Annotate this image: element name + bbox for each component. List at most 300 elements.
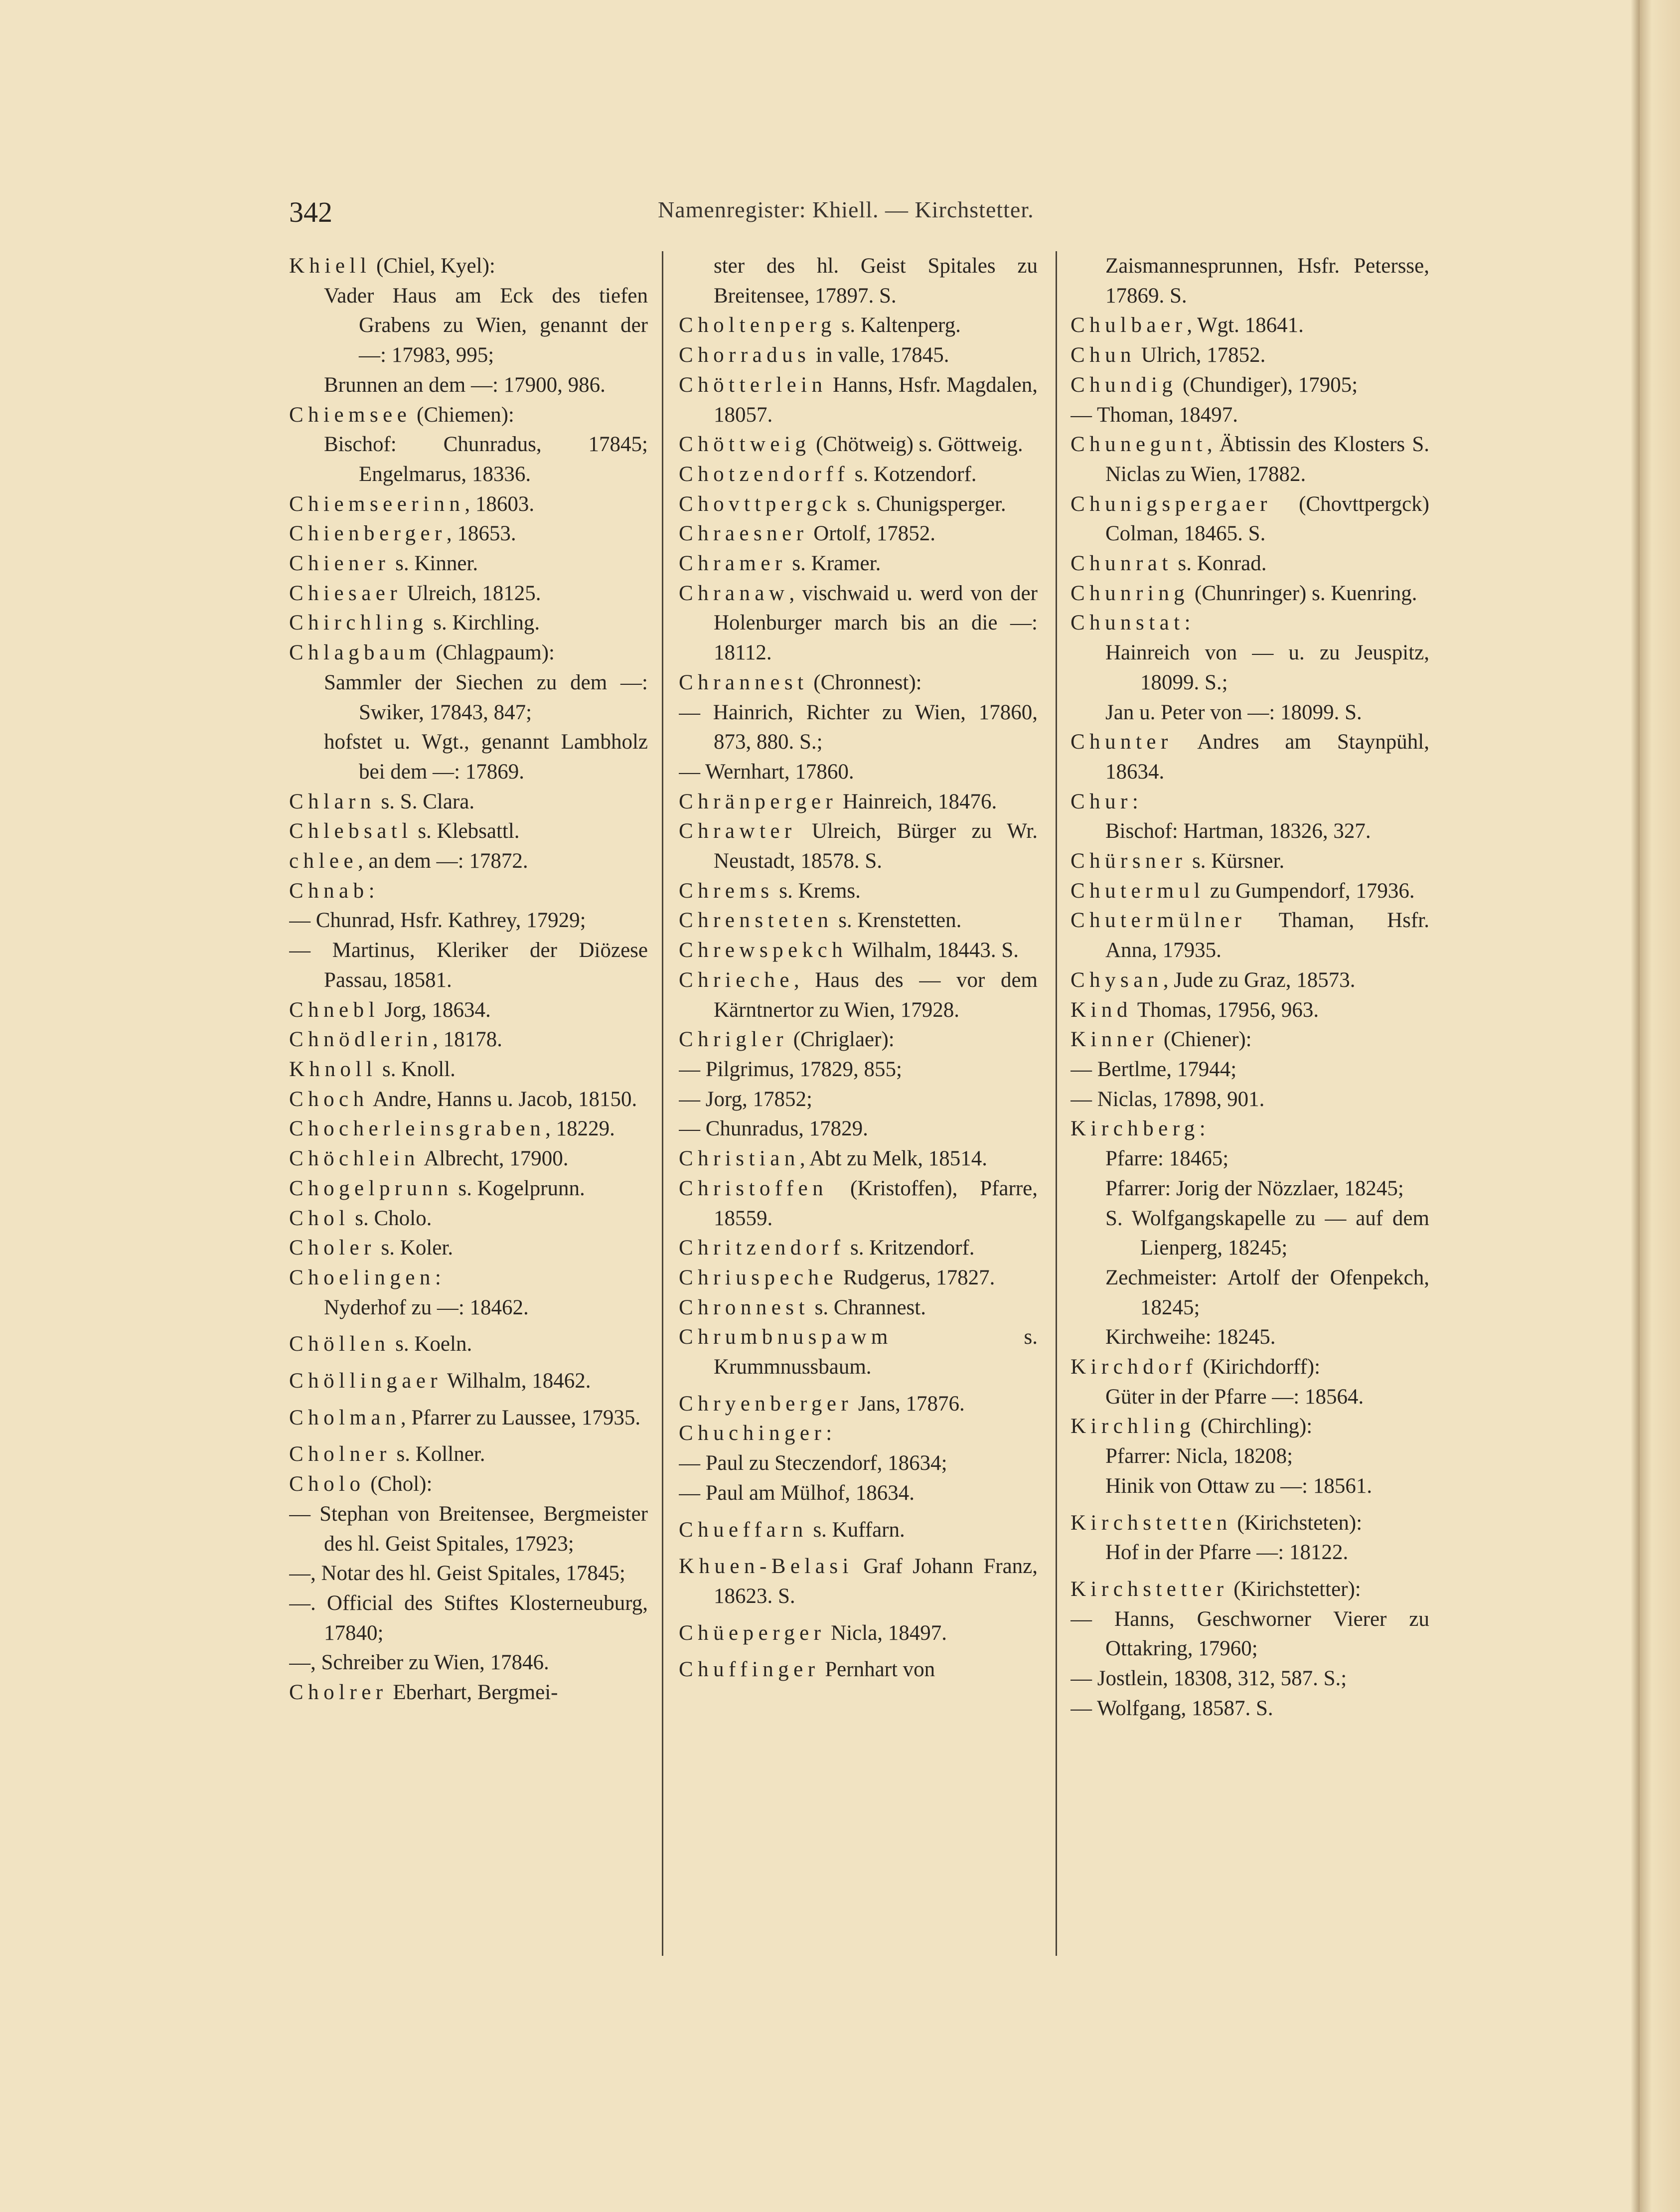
- index-entry: [289, 1204, 648, 1234]
- entry-headword: Chunigspergaer: [1070, 492, 1272, 516]
- entry-headword: Chnödlerin: [289, 1028, 433, 1052]
- entry-text: , 18603.: [464, 492, 535, 516]
- entry-headword: Chocherleinsgraben: [289, 1117, 546, 1141]
- index-subentry: [289, 281, 648, 370]
- entry-text: Hainreich, 18476.: [837, 790, 997, 813]
- index-entry: [1070, 1025, 1429, 1055]
- column-rule: [1056, 251, 1057, 1956]
- entry-headword: Chunegunt: [1070, 433, 1207, 457]
- index-entry: [1070, 787, 1429, 817]
- entry-text: Bischof: Chunradus, 17845; Engelmarus, 18336.: [324, 433, 648, 486]
- entry-headword: Khiell: [289, 254, 371, 278]
- entry-text: Jorg, 18634.: [379, 998, 491, 1022]
- index-subentry: [289, 370, 648, 400]
- entry-text: Nicla, 18497.: [825, 1621, 947, 1645]
- entry-text: — Jostlein, 18308, 312, 587. S.;: [1070, 1667, 1347, 1691]
- entry-text: , Abt zu Melk, 18514.: [799, 1147, 988, 1171]
- index-entry: [679, 816, 1038, 876]
- entry-headword: Choltenperg: [679, 314, 836, 337]
- index-entry: [679, 370, 1038, 430]
- index-subentry: [1070, 1322, 1429, 1352]
- entry-headword: Christoffen: [679, 1176, 828, 1200]
- index-column-2: [679, 251, 1038, 1966]
- entry-text: (Chol):: [365, 1472, 433, 1496]
- entry-text: s. Kogelprunn.: [453, 1176, 585, 1200]
- index-subentry: [1070, 1441, 1429, 1471]
- entry-headword: Chnebl: [289, 998, 379, 1022]
- entry-headword: Chunring: [1070, 581, 1190, 605]
- entry-headword: Chol: [289, 1206, 350, 1230]
- index-entry: [679, 579, 1038, 668]
- index-entry: [679, 489, 1038, 519]
- index-entry-line: [679, 1114, 1038, 1144]
- entry-text: (Chötweig) s. Göttweig.: [810, 433, 1023, 457]
- entry-text: s. Kramer.: [786, 552, 881, 576]
- entry-text: (Kristoffen), Pfarre, 18559.: [714, 1176, 1038, 1230]
- index-entry: [289, 549, 648, 579]
- index-entry: [289, 579, 648, 609]
- index-subentry: [1070, 698, 1429, 728]
- index-entry: [679, 1389, 1038, 1419]
- entry-text: — Paul am Mülhof, 18634.: [679, 1481, 915, 1505]
- entry-headword: Chogelprunn: [289, 1176, 453, 1200]
- index-entry: [289, 1329, 648, 1359]
- index-entry: [289, 638, 648, 668]
- index-entry-line: [1070, 400, 1429, 430]
- entry-headword: Chovttpergck: [679, 492, 852, 516]
- entry-text: Pfarre: 18465;: [1105, 1147, 1229, 1171]
- index-entry: [679, 965, 1038, 1025]
- entry-text: :: [368, 879, 375, 903]
- entry-text: Hinik von Ottaw zu —: 18561.: [1105, 1474, 1373, 1498]
- entry-text: — Chunrad, Hsfr. Kathrey, 17929;: [289, 909, 586, 933]
- entry-text: Zaismannesprunnen, Hsfr. Petersse, 17869. S.: [1105, 254, 1429, 308]
- entry-headword: Chrewspekch: [679, 939, 848, 962]
- entry-text: Ulrich, 17852.: [1136, 343, 1266, 367]
- entry-text: Hainreich von — u. zu Jeuspitz, 18099. S.;: [1105, 641, 1429, 694]
- entry-text: Rudgerus, 17827.: [838, 1265, 995, 1289]
- index-subentry: [289, 668, 648, 727]
- index-entry-line: [679, 698, 1038, 757]
- index-entry: [679, 1144, 1038, 1174]
- entry-text: , Haus des — vor dem Kärntnertor zu Wien, 17928.: [714, 968, 1038, 1022]
- entry-headword: Chrawter: [679, 819, 796, 843]
- index-entry-line: [289, 1588, 648, 1648]
- index-entry: [679, 1293, 1038, 1323]
- column-rule: [662, 251, 663, 1956]
- entry-text: , Wgt. 18641.: [1187, 314, 1304, 337]
- index-entry: [289, 1469, 648, 1499]
- index-subentry: [1070, 1174, 1429, 1204]
- entry-text: Pernhart von: [819, 1658, 935, 1682]
- index-entry-line: [679, 1478, 1038, 1508]
- entry-headword: Chlagbaum: [289, 641, 431, 665]
- entry-headword: Chiesaer: [289, 581, 402, 605]
- entry-headword: Chnab: [289, 879, 369, 903]
- index-entry-line: [679, 1448, 1038, 1478]
- index-entry: [679, 668, 1038, 698]
- entry-text: Jans, 17876.: [853, 1392, 965, 1416]
- index-entry: [289, 1403, 648, 1433]
- entry-headword: Chrumbnuspawm: [679, 1325, 893, 1349]
- index-subentry: [1070, 1263, 1429, 1322]
- entry-text: Hanns, Hsfr. Magdalen, 18057.: [714, 373, 1038, 427]
- index-entry: [679, 1655, 1038, 1685]
- index-entry: [679, 1515, 1038, 1545]
- entry-text: — Stephan von Breitensee, Bergmeister des hl. Geist Spitales, 17923;: [289, 1502, 648, 1556]
- entry-headword: Kirchdorf: [1070, 1355, 1198, 1379]
- entry-text: Jan u. Peter von —: 18099. S.: [1105, 700, 1362, 724]
- page-number: 342: [289, 196, 332, 228]
- entry-headword: Kirchberg: [1070, 1117, 1200, 1141]
- index-subentry: [1070, 1382, 1429, 1412]
- entry-text: , Pfarrer zu Laussee, 17935.: [400, 1406, 641, 1429]
- index-column-3: [1070, 251, 1429, 1966]
- entry-text: — Wernhart, 17860.: [679, 760, 854, 784]
- index-entry: [1070, 608, 1429, 638]
- entry-headword: Choelingen: [289, 1265, 435, 1289]
- entry-text: Ortolf, 17852.: [808, 522, 936, 546]
- entry-headword: chlee: [289, 849, 358, 873]
- entry-text: Nyderhof zu —: 18462.: [324, 1295, 529, 1319]
- entry-headword: Chranaw: [679, 581, 789, 605]
- entry-text: s. S. Clara.: [375, 790, 475, 813]
- entry-text: (Chiel, Kyel):: [371, 254, 495, 278]
- index-entry: [289, 846, 648, 876]
- entry-headword: Chun: [1070, 343, 1136, 367]
- entry-text: :: [1184, 611, 1191, 635]
- entry-text: Graf Johann Franz, 18623. S.: [714, 1555, 1038, 1608]
- entry-text: ster des hl. Geist Spitales zu Breitensee, 17897. S.: [714, 254, 1038, 308]
- index-entry: [679, 906, 1038, 936]
- index-entry: [679, 876, 1038, 906]
- entry-text: (Chiener):: [1158, 1028, 1252, 1052]
- entry-text: zu Gumpendorf, 17936.: [1205, 879, 1415, 903]
- index-entry: [289, 995, 648, 1025]
- entry-text: s. Kotzendorf.: [849, 462, 977, 486]
- entry-text: — Thoman, 18497.: [1070, 403, 1238, 427]
- entry-text: , vischwaid u. werd von der Holenburger march bis an die —: 18112.: [714, 581, 1038, 665]
- index-column-1: [289, 251, 648, 1966]
- index-entry: [289, 1025, 648, 1055]
- index-entry-line: [679, 251, 1038, 311]
- entry-text: Wilhalm, 18443. S.: [847, 939, 1019, 962]
- entry-headword: Cholman: [289, 1406, 401, 1429]
- index-entry: [289, 1055, 648, 1085]
- entry-headword: Chronnest: [679, 1295, 809, 1319]
- index-entry-line: [289, 1648, 648, 1678]
- entry-headword: Chriuspeche: [679, 1265, 838, 1289]
- index-entry: [1070, 370, 1429, 400]
- entry-text: (Kirichsteten):: [1231, 1511, 1363, 1535]
- entry-headword: Chlebsatl: [289, 819, 413, 843]
- index-entry-line: [1070, 1694, 1429, 1724]
- entry-text: , 18653.: [446, 522, 516, 546]
- entry-headword: Cholner: [289, 1442, 391, 1466]
- entry-text: — Paul zu Steczendorf, 18634;: [679, 1451, 947, 1475]
- index-entry: [1070, 876, 1429, 906]
- entry-text: (Chiemen):: [411, 403, 514, 427]
- entry-headword: Chysan: [1070, 968, 1163, 992]
- index-entry: [679, 549, 1038, 579]
- index-entry: [289, 251, 648, 281]
- index-entry: [1070, 965, 1429, 995]
- index-subentry: [1070, 816, 1429, 846]
- index-entry: [289, 1439, 648, 1469]
- index-subentry: [289, 430, 648, 489]
- entry-headword: Chotzendorff: [679, 462, 849, 486]
- entry-text: s. Kollner.: [391, 1442, 485, 1466]
- entry-headword: Chöchlein: [289, 1147, 420, 1171]
- entry-text: :: [826, 1422, 832, 1445]
- index-entry-line: [1070, 1664, 1429, 1694]
- entry-headword: Chunrat: [1070, 552, 1173, 576]
- index-entry: [1070, 311, 1429, 340]
- entry-headword: Chundig: [1070, 373, 1178, 397]
- entry-text: s. Cholo.: [349, 1206, 432, 1230]
- index-entry: [679, 1419, 1038, 1448]
- entry-headword: Chritzendorf: [679, 1236, 845, 1260]
- index-entry-line: [289, 906, 648, 936]
- entry-text: Güter in der Pfarre —: 18564.: [1105, 1385, 1364, 1409]
- index-entry: [289, 608, 648, 638]
- entry-text: s. Kürsner.: [1187, 849, 1285, 873]
- entry-text: Vader Haus am Eck des tiefen Grabens zu Wien, genannt der —: 17983, 995;: [324, 284, 648, 367]
- entry-text: (Chlagpaum):: [430, 641, 555, 665]
- entry-text: — Chunradus, 17829.: [679, 1117, 868, 1141]
- index-entry: [289, 1174, 648, 1204]
- entry-text: s. Knoll.: [377, 1057, 456, 1081]
- index-subentry: [1070, 1144, 1429, 1174]
- entry-headword: Chiemseerinn: [289, 492, 465, 516]
- index-entry: [679, 936, 1038, 965]
- entry-text: Hof in der Pfarre —: 18122.: [1105, 1541, 1349, 1565]
- entry-headword: Cholo: [289, 1472, 365, 1496]
- entry-text: (Kirichstetter):: [1228, 1577, 1361, 1601]
- entry-headword: Chienberger: [289, 522, 447, 546]
- entry-text: (Chunringer) s. Kuenring.: [1189, 581, 1417, 605]
- index-entry: [679, 311, 1038, 340]
- entry-text: Sammler der Siechen zu dem —: Swiker, 17843, 847;: [324, 670, 648, 724]
- entry-headword: Chramer: [679, 552, 787, 576]
- entry-text: — Hainrich, Richter zu Wien, 17860, 873, 880. S.;: [679, 700, 1038, 754]
- entry-headword: Chrannest: [679, 670, 808, 694]
- index-entry: [679, 460, 1038, 489]
- entry-headword: Choch: [289, 1087, 369, 1111]
- entry-headword: Chöttweig: [679, 433, 811, 457]
- entry-text: hofstet u. Wgt., genannt Lambholz bei dem —: 17869.: [324, 730, 648, 784]
- index-entry: [679, 1552, 1038, 1611]
- index-entry-line: [679, 1055, 1038, 1085]
- entry-headword: Chrensteten: [679, 909, 833, 933]
- index-entry-line: [1070, 1604, 1429, 1664]
- entry-headword: Choler: [289, 1236, 376, 1260]
- entry-text: — Jorg, 17852;: [679, 1087, 812, 1111]
- index-entry: [289, 1263, 648, 1293]
- index-entry: [1070, 430, 1429, 489]
- entry-text: — Bertlme, 17944;: [1070, 1057, 1237, 1081]
- entry-text: s. Krenstetten.: [833, 909, 962, 933]
- entry-text: — Wolfgang, 18587. S.: [1070, 1696, 1273, 1720]
- entry-text: Wilhalm, 18462.: [442, 1369, 591, 1393]
- entry-text: Kirchweihe: 18245.: [1105, 1325, 1276, 1349]
- entry-text: , Jude zu Graz, 18573.: [1163, 968, 1356, 992]
- entry-headword: Chötterlein: [679, 373, 827, 397]
- entry-headword: Kirchstetten: [1070, 1511, 1232, 1535]
- entry-text: —. Official des Stiftes Klosterneuburg, 17840;: [289, 1591, 648, 1645]
- entry-text: Pfarrer: Jorig der Nözzlaer, 18245;: [1105, 1176, 1404, 1200]
- entry-text: Thaman, Hsfr. Anna, 17935.: [1105, 909, 1429, 962]
- entry-text: , Äbtissin des Klosters S. Niclas zu Wien, 17882.: [1105, 433, 1429, 486]
- entry-headword: Kind: [1070, 998, 1132, 1022]
- entry-headword: Chöllen: [289, 1332, 390, 1356]
- entry-text: s. Koeln.: [390, 1332, 472, 1356]
- index-entry: [289, 489, 648, 519]
- entry-text: s. Chunigsperger.: [851, 492, 1006, 516]
- index-entry: [1070, 1352, 1429, 1382]
- running-head: Namenregister: Khiell. — Kirchstetter.: [658, 197, 1034, 222]
- entry-text: (Chriglaer):: [787, 1028, 895, 1052]
- entry-text: —, Notar des hl. Geist Spitales, 17845;: [289, 1562, 625, 1585]
- index-subentry: [1070, 1471, 1429, 1501]
- entry-headword: Chulbaer: [1070, 314, 1187, 337]
- entry-text: s. Kinner.: [390, 552, 478, 576]
- index-entry: [1070, 549, 1429, 579]
- index-entry: [1070, 1575, 1429, 1604]
- entry-headword: Khnoll: [289, 1057, 377, 1081]
- index-entry: [1070, 1412, 1429, 1441]
- index-entry: [289, 787, 648, 817]
- entry-headword: Chur: [1070, 790, 1132, 813]
- index-entry: [289, 1114, 648, 1144]
- entry-headword: Chuchinger: [679, 1422, 826, 1445]
- index-subentry: [1070, 638, 1429, 697]
- entry-headword: Christian: [679, 1147, 800, 1171]
- index-entry-line: [679, 1085, 1038, 1114]
- entry-headword: Chryenberger: [679, 1392, 853, 1416]
- entry-headword: Chirchling: [289, 611, 428, 635]
- entry-text: (Chirchling):: [1195, 1415, 1313, 1438]
- index-entry: [289, 1144, 648, 1174]
- entry-text: — Niclas, 17898, 901.: [1070, 1087, 1265, 1111]
- index-entry: [679, 787, 1038, 817]
- index-entry: [1070, 1114, 1429, 1144]
- entry-text: — Martinus, Kleriker der Diözese Passau, 18581.: [289, 939, 648, 992]
- index-entry: [289, 1233, 648, 1263]
- entry-headword: Chiener: [289, 552, 390, 576]
- index-entry: [679, 1322, 1038, 1382]
- entry-text: Pfarrer: Nicla, 18208;: [1105, 1444, 1293, 1468]
- index-entry-line: [679, 757, 1038, 787]
- entry-text: in valle, 17845.: [810, 343, 949, 367]
- entry-text: Ulreich, Bürger zu Wr. Neustadt, 18578. S.: [714, 819, 1038, 873]
- index-entry: [289, 1085, 648, 1114]
- index-entry: [1070, 489, 1429, 549]
- entry-headword: Chutermul: [1070, 879, 1205, 903]
- entry-headword: Chiemsee: [289, 403, 412, 427]
- entry-text: s. Klebsattl.: [412, 819, 520, 843]
- entry-headword: Khuen-Belasi: [679, 1555, 853, 1579]
- index-entry: [289, 400, 648, 430]
- entry-text: (Chronnest):: [808, 670, 922, 694]
- index-entry: [679, 1618, 1038, 1648]
- index-entry-line: [1070, 251, 1429, 311]
- entry-text: :: [435, 1265, 441, 1289]
- entry-headword: Chrems: [679, 879, 774, 903]
- entry-text: s. Krummnussbaum.: [714, 1325, 1038, 1379]
- index-entry: [1070, 340, 1429, 370]
- entry-text: (Chundiger), 17905;: [1177, 373, 1358, 397]
- entry-text: s. Kritzendorf.: [845, 1236, 975, 1260]
- index-entry: [1070, 1508, 1429, 1538]
- entry-text: Bischof: Hartman, 18326, 327.: [1105, 819, 1371, 843]
- entry-text: Andre, Hanns u. Jacob, 18150.: [368, 1087, 637, 1111]
- index-entry: [679, 1263, 1038, 1293]
- entry-text: s. Chrannest.: [809, 1295, 926, 1319]
- index-entry: [679, 519, 1038, 549]
- index-entry: [289, 519, 648, 549]
- entry-headword: Chueffarn: [679, 1518, 808, 1542]
- entry-text: S. Wolfgangskapelle zu — auf dem Lienperg, 18245;: [1105, 1206, 1429, 1260]
- index-entry: [679, 340, 1038, 370]
- entry-text: s. Konrad.: [1172, 552, 1267, 576]
- entry-text: s. Koler.: [375, 1236, 454, 1260]
- entry-text: , 18178.: [433, 1028, 502, 1052]
- index-entry: [1070, 846, 1429, 876]
- index-entry: [679, 430, 1038, 460]
- entry-headword: Chränperger: [679, 790, 838, 813]
- index-entry: [1070, 579, 1429, 609]
- page-gutter: [1631, 0, 1640, 2212]
- index-entry-line: [1070, 1055, 1429, 1085]
- index-subentry: [1070, 1538, 1429, 1568]
- index-entry: [289, 1366, 648, 1396]
- entry-text: — Hanns, Geschworner Vierer zu Ottakring, 17960;: [1070, 1607, 1429, 1661]
- index-entry: [1070, 906, 1429, 965]
- entry-text: Ulreich, 18125.: [402, 581, 541, 605]
- book-spine: [1640, 0, 1680, 2212]
- entry-text: Eberhart, Bergmei-: [387, 1681, 558, 1705]
- entry-text: , an dem —: 17872.: [358, 849, 528, 873]
- index-entry: [289, 876, 648, 906]
- entry-text: (Chovttpergck) Colman, 18465. S.: [1105, 492, 1429, 546]
- entry-text: s. Kaltenperg.: [836, 314, 961, 337]
- entry-headword: Chraesner: [679, 522, 808, 546]
- index-subentry: [289, 1293, 648, 1323]
- index-subentry: [289, 727, 648, 787]
- index-entry: [289, 816, 648, 846]
- entry-text: :: [1199, 1117, 1206, 1141]
- entry-text: Zechmeister: Artolf der Ofenpekch, 18245;: [1105, 1265, 1429, 1319]
- index-entry: [1070, 727, 1429, 787]
- entry-text: —, Schreiber zu Wien, 17846.: [289, 1651, 549, 1675]
- entry-headword: Chunter: [1070, 730, 1173, 754]
- entry-text: s. Kirchling.: [428, 611, 540, 635]
- index-entry: [679, 1025, 1038, 1055]
- entry-headword: Chlarn: [289, 790, 376, 813]
- entry-headword: Chürsner: [1070, 849, 1187, 873]
- entry-text: Thomas, 17956, 963.: [1132, 998, 1319, 1022]
- entry-text: s. Krems.: [773, 879, 861, 903]
- entry-text: Albrecht, 17900.: [419, 1147, 569, 1171]
- entry-headword: Chuffinger: [679, 1658, 820, 1682]
- index-entry-line: [1070, 1085, 1429, 1114]
- entry-headword: Chöllingaer: [289, 1369, 443, 1393]
- index-entry: [679, 1233, 1038, 1263]
- entry-headword: Chorradus: [679, 343, 811, 367]
- entry-headword: Chunstat: [1070, 611, 1185, 635]
- index-entry-line: [289, 936, 648, 995]
